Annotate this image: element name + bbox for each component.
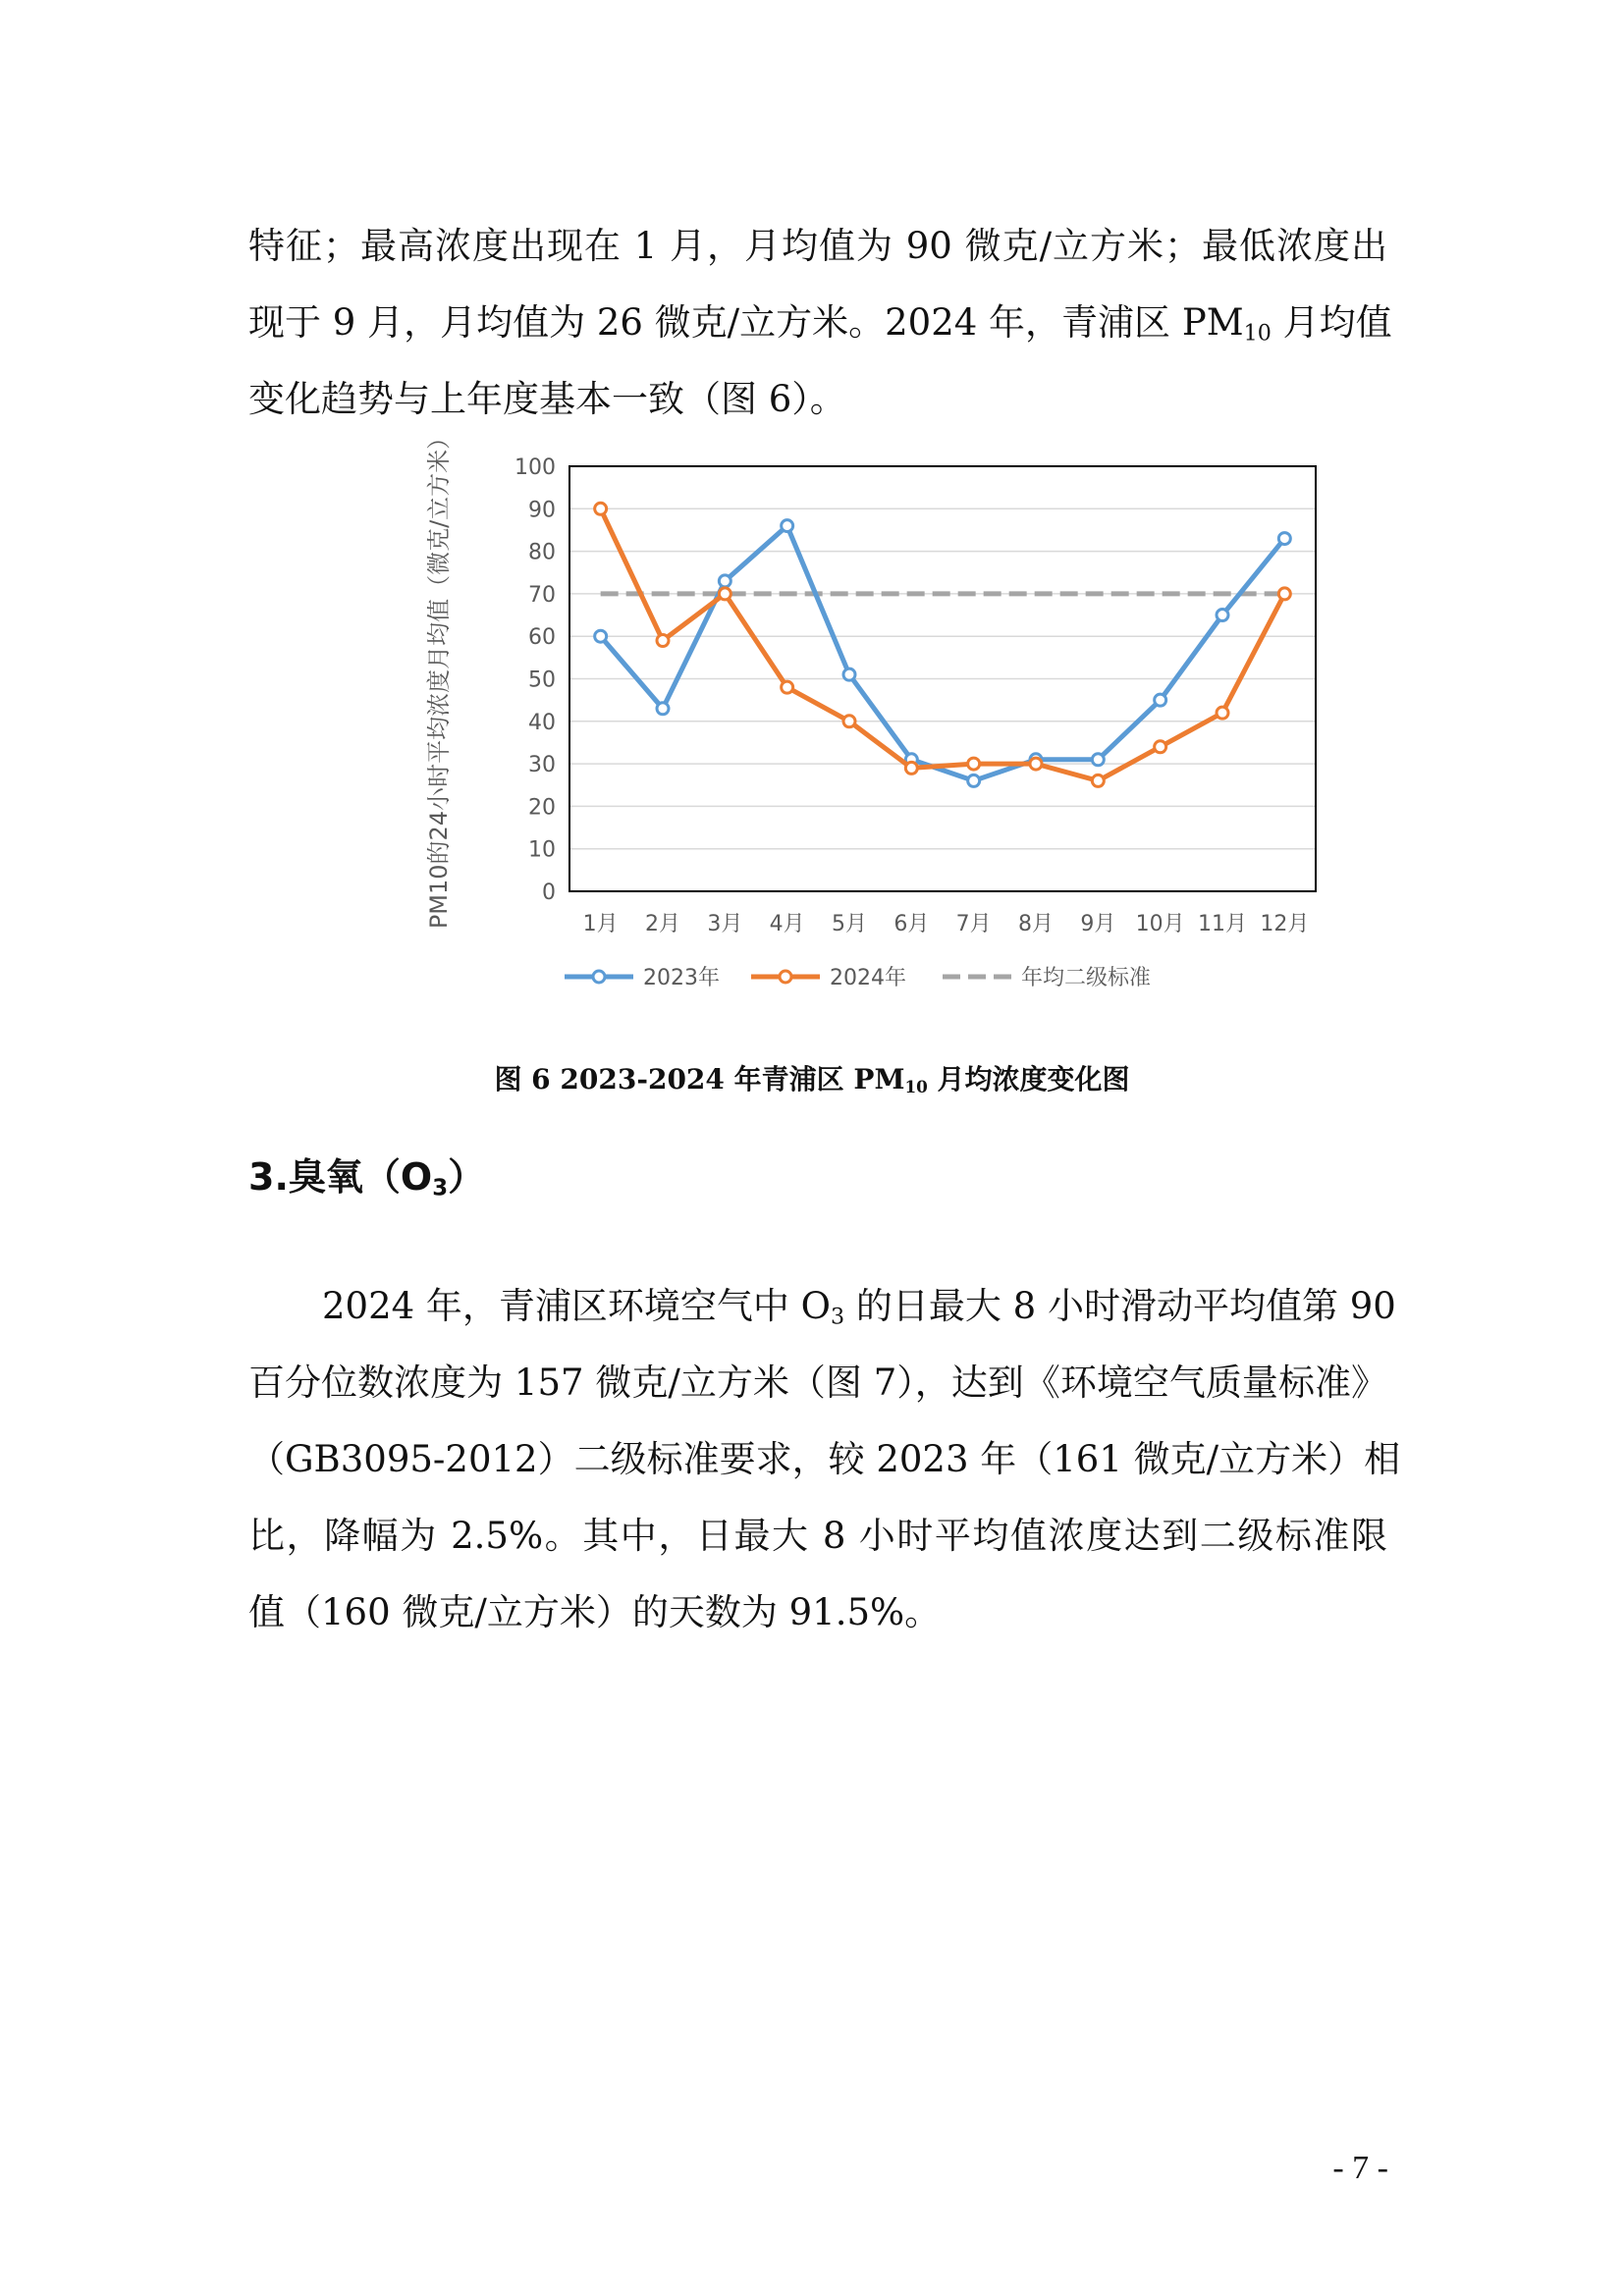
legend-marker — [780, 971, 791, 983]
y-tick-label: 30 — [528, 753, 556, 778]
paragraph-2-line-1-text-b: 的日最大 8 小时滑动平均值第 90 — [844, 1285, 1396, 1327]
data-point — [1092, 754, 1104, 766]
data-point — [1155, 741, 1166, 753]
x-tick-label: 5月 — [832, 912, 867, 936]
series-line-1 — [601, 508, 1285, 780]
data-point — [968, 774, 980, 786]
x-tick-label: 2月 — [645, 912, 680, 936]
paragraph-1-line-2-text-a: 现于 9 月，月均值为 26 微克/立方米。2024 年，青浦区 PM — [248, 301, 1244, 344]
y-axis-label: PM10的24小时平均浓度月均值（微克/立方米） — [425, 425, 453, 930]
y-tick-label: 0 — [542, 881, 556, 905]
x-tick-label: 6月 — [893, 912, 930, 936]
legend-label: 2024年 — [830, 966, 906, 990]
paragraph-2-line-2: 百分位数浓度为 157 微克/立方米（图 7），达到《环境空气质量标准》 — [248, 1362, 1387, 1404]
paragraph-1-line-2 — [248, 293, 1392, 347]
x-tick-label: 7月 — [955, 912, 992, 936]
paragraph-2-line-1-text-a: 2024 年，青浦区环境空气中 O — [322, 1285, 832, 1327]
paragraph-2-line-5: 值（160 微克/立方米）的天数为 91.5%。 — [248, 1591, 942, 1633]
y-tick-label: 80 — [528, 540, 556, 565]
y-tick-label: 10 — [528, 837, 556, 863]
y-tick-label: 70 — [528, 582, 556, 608]
paragraph-2-line-3: （GB3095-2012）二级标准要求，较 2023 年（161 微克/立方米）相 — [248, 1438, 1401, 1480]
heading-prefix: 3.臭氧（O — [248, 1155, 433, 1199]
legend-label: 2023年 — [643, 966, 720, 990]
data-point — [968, 758, 980, 770]
data-point — [1155, 694, 1166, 706]
section-heading-ozone — [248, 1147, 485, 1201]
y-tick-label: 90 — [528, 498, 556, 523]
legend-label: 年均二级标准 — [1021, 966, 1152, 990]
x-tick-label: 12月 — [1260, 912, 1310, 936]
data-point — [657, 635, 669, 647]
data-point — [1278, 588, 1290, 600]
x-tick-label: 8月 — [1018, 912, 1054, 936]
y-tick-label: 50 — [528, 667, 556, 693]
data-point — [1217, 707, 1228, 719]
x-tick-label: 1月 — [582, 912, 619, 936]
pm10-subscript: 10 — [1243, 320, 1272, 347]
data-point — [782, 681, 793, 693]
data-point — [843, 716, 855, 727]
caption-suffix: 月均浓度变化图 — [927, 1063, 1130, 1095]
paragraph-1-line-2-text-b: 月均值 — [1271, 301, 1392, 344]
heading-subscript: 3 — [432, 1175, 449, 1201]
y-tick-label: 60 — [528, 625, 556, 651]
data-point — [1278, 533, 1290, 545]
x-tick-label: 10月 — [1135, 912, 1185, 936]
data-point — [657, 703, 669, 715]
data-point — [1030, 758, 1042, 770]
y-tick-label: 100 — [514, 455, 556, 480]
paragraph-2-line-1 — [322, 1276, 1396, 1330]
chart-gridlines — [569, 508, 1316, 848]
x-tick-label: 11月 — [1198, 912, 1247, 936]
x-tick-label: 9月 — [1080, 912, 1116, 936]
data-point — [843, 668, 855, 680]
caption-subscript: 10 — [904, 1077, 928, 1097]
data-point — [1217, 610, 1228, 621]
data-point — [595, 503, 607, 514]
series-line-0 — [601, 526, 1285, 781]
legend-marker — [593, 971, 605, 983]
figure-caption — [0, 1058, 1624, 1097]
data-point — [782, 520, 793, 532]
data-point — [719, 575, 731, 587]
data-point — [595, 630, 607, 642]
o3-subscript: 3 — [831, 1304, 845, 1330]
pm10-monthly-chart — [412, 425, 1310, 1011]
x-tick-label: 3月 — [707, 912, 743, 936]
y-tick-label: 20 — [528, 795, 556, 821]
paragraph-2-line-4: 比，降幅为 2.5%。其中，日最大 8 小时平均值浓度达到二级标准限 — [248, 1515, 1387, 1557]
data-point — [1092, 774, 1104, 786]
y-tick-labels — [514, 455, 556, 905]
paragraph-1-line-1: 特征；最高浓度出现在 1 月，月均值为 90 微克/立方米；最低浓度出 — [248, 225, 1387, 267]
page-number: - 7 - — [1332, 2150, 1388, 2186]
paragraph-1-line-3: 变化趋势与上年度基本一致（图 6）。 — [248, 378, 846, 420]
caption-prefix: 图 6 2023-2024 年青浦区 PM — [494, 1063, 905, 1095]
heading-suffix: ） — [448, 1155, 486, 1199]
x-tick-labels — [583, 912, 1310, 936]
chart-legend — [565, 966, 1151, 990]
data-point — [905, 762, 917, 774]
chart-series — [595, 503, 1291, 786]
data-point — [719, 588, 731, 600]
x-tick-label: 4月 — [769, 912, 805, 936]
y-tick-label: 40 — [528, 710, 556, 735]
